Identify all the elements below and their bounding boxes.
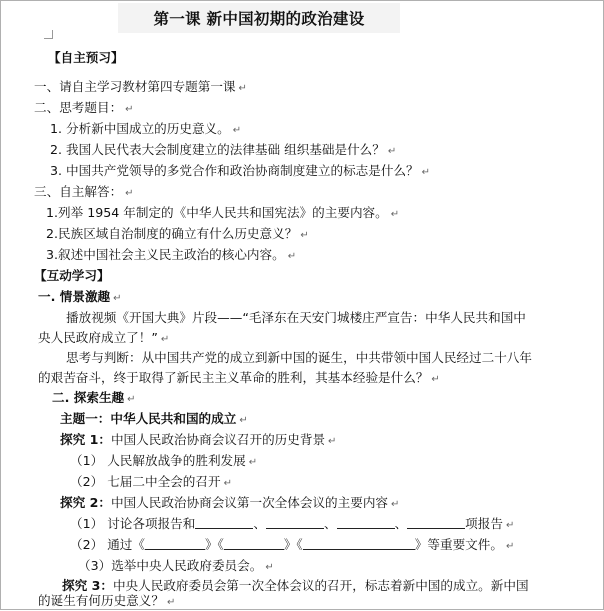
paragraph-mark-icon: ↵ <box>127 394 136 405</box>
paragraph-mark-icon: ↵ <box>421 167 431 178</box>
margin-corner-mark <box>44 30 53 39</box>
fill-blank[interactable] <box>224 537 284 550</box>
fill-blank[interactable] <box>337 516 395 529</box>
paragraph-mark-icon: ↵ <box>248 457 258 468</box>
paragraph-mark-icon: ↵ <box>387 146 397 157</box>
inquiry-2-item-3: （3）选举中央人民政府委员会。 ↵ <box>78 558 274 573</box>
preview-step-2: 二、思考题目： ↵ <box>34 100 134 115</box>
section-heading-preview: 【自主预习】 <box>48 50 124 65</box>
paragraph-mark-icon: ↵ <box>125 104 134 115</box>
inquiry-3-line-2: 的诞生有何历史意义？ ↵ <box>38 593 176 608</box>
paragraph-mark-icon: ↵ <box>239 415 248 426</box>
paragraph-mark-icon: ↵ <box>505 520 515 531</box>
fill-blank[interactable] <box>266 516 324 529</box>
page-title <box>118 3 400 33</box>
question-3: 3. 中国共产党领导的多党合作和政治协商制度建立的标志是什么？ ↵ <box>50 163 431 178</box>
fill-blank[interactable] <box>303 537 415 550</box>
answer-3: 3.叙述中国社会主义民主政治的核心内容。 ↵ <box>46 247 297 262</box>
question-2: 2. 我国人民代表大会制度建立的法律基础 组织基础是什么？ ↵ <box>50 142 397 157</box>
paragraph-mark-icon: ↵ <box>238 83 247 94</box>
think-line-1: 思考与判断：从中国共产党的成立到新中国的诞生，中共带领中国人民经过二十八年 <box>66 350 532 365</box>
paragraph-mark-icon: ↵ <box>166 597 176 608</box>
preview-step-1: 一、请自主学习教材第四专题第一课 ↵ <box>34 79 247 94</box>
paragraph-mark-icon: ↵ <box>328 436 337 447</box>
inquiry-3-line-1: 探究 3：中央人民政府委员会第一次全体会议的召开，标志着新中国的成立。新中国 <box>62 578 529 593</box>
inquiry-1-item-2: （2） 七届二中全会的召开 ↵ <box>70 474 232 489</box>
explore-title: 二. 探索生趣 ↵ <box>52 390 136 405</box>
paragraph-mark-icon: ↵ <box>223 478 232 489</box>
paragraph-mark-icon: ↵ <box>160 334 170 345</box>
paragraph-mark-icon: ↵ <box>113 293 122 304</box>
scene-title: 一. 情景激趣 ↵ <box>38 289 122 304</box>
question-1: 1. 分析新中国成立的历史意义。 ↵ <box>50 121 242 136</box>
fill-blank[interactable] <box>195 516 253 529</box>
paragraph-mark-icon: ↵ <box>265 562 274 573</box>
paragraph-mark-icon: ↵ <box>287 251 297 262</box>
paragraph-mark-icon: ↵ <box>391 499 400 510</box>
paragraph-mark-icon: ↵ <box>300 230 309 241</box>
page-title-text: 第一课 新中国初期的政治建设 <box>153 10 365 28</box>
inquiry-2-item-1: （1） 讨论各项报告和 、 、 、 项报告 ↵ <box>70 516 515 531</box>
scene-text-line-1: 播放视频《开国大典》片段——“毛泽东在天安门城楼庄严宣告：中华人民共和国中 <box>66 310 526 325</box>
paragraph-mark-icon: ↵ <box>505 541 515 552</box>
preview-step-3: 三、自主解答： ↵ <box>34 184 134 199</box>
answer-1: 1.列举 1954 年制定的《中华人民共和国宪法》的主要内容。 ↵ <box>46 205 400 220</box>
scene-text-line-2: 央人民政府成立了！” ↵ <box>38 330 170 345</box>
inquiry-2-item-2: （2） 通过《 》《 》《 》等重要文件。 ↵ <box>70 537 515 552</box>
paragraph-mark-icon: ↵ <box>431 374 440 385</box>
inquiry-2: 探究 2：中国人民政治协商会议第一次全体会议的主要内容 ↵ <box>60 495 400 510</box>
fill-blank[interactable] <box>145 537 205 550</box>
paragraph-mark-icon: ↵ <box>232 125 242 136</box>
inquiry-1: 探究 1：中国人民政治协商会议召开的历史背景 ↵ <box>60 432 337 447</box>
inquiry-1-item-1: （1） 人民解放战争的胜利发展 ↵ <box>70 453 258 468</box>
think-line-2: 的艰苦奋斗，终于取得了新民主主义革命的胜利，其基本经验是什么？ ↵ <box>38 370 440 385</box>
topic-1-title: 主题一：中华人民共和国的成立 ↵ <box>60 411 248 426</box>
section-heading-interactive: 【互动学习】 <box>34 268 110 283</box>
paragraph-mark-icon: ↵ <box>390 209 400 220</box>
paragraph-mark-icon: ↵ <box>125 188 134 199</box>
fill-blank[interactable] <box>407 516 465 529</box>
answer-2: 2.民族区域自治制度的确立有什么历史意义？ ↵ <box>46 226 309 241</box>
